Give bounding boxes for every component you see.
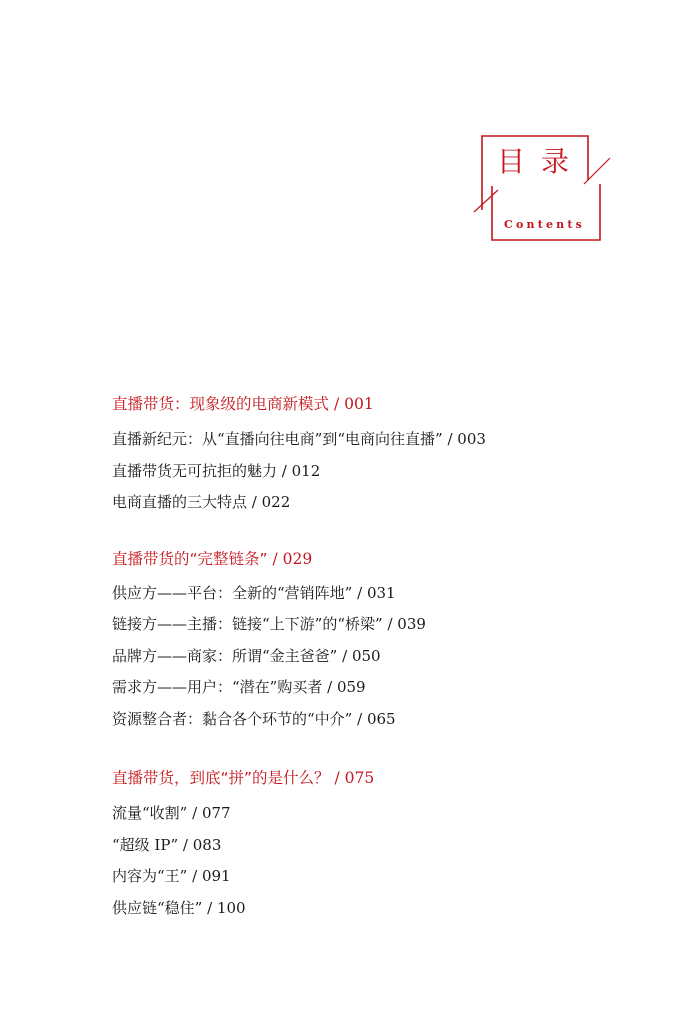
- entry-title: 链接方——主播：链接“上下游”的“桥梁”: [112, 615, 383, 633]
- toc-entry[interactable]: [112, 424, 652, 456]
- entry-title: 需求方——用户：“潜在”购买者: [112, 678, 323, 696]
- toc-entry[interactable]: [112, 893, 652, 925]
- entry-page-number: / 100: [207, 898, 246, 917]
- section-title-text: 直播带货，到底“拼”的是什么？: [112, 769, 330, 787]
- entry-title: 品牌方——商家：所谓“金主爸爸”: [112, 646, 338, 665]
- entry-page-number: / 050: [342, 646, 381, 665]
- section-page-number: / 029: [272, 549, 313, 568]
- contents-logo: [470, 128, 630, 248]
- toc-entry[interactable]: [112, 830, 652, 862]
- entry-title: 电商直播的三大特点: [112, 493, 248, 511]
- entry-title: 直播带货无可抗拒的魅力: [112, 461, 278, 480]
- toc-section: [112, 543, 652, 736]
- toc-entry[interactable]: [112, 641, 652, 673]
- toc-entry[interactable]: [112, 861, 652, 893]
- section-heading[interactable]: [112, 388, 652, 420]
- entry-title: “超级 IP”: [112, 835, 179, 854]
- section-heading[interactable]: [112, 762, 652, 794]
- entry-page-number: / 065: [357, 709, 396, 728]
- entry-page-number: / 091: [192, 867, 231, 885]
- toc-section: [112, 762, 652, 924]
- entry-page-number: / 077: [192, 804, 231, 822]
- entry-title: 供应方——平台：全新的“营销阵地”: [112, 583, 353, 602]
- toc-entry[interactable]: [112, 609, 652, 641]
- entry-page-number: / 039: [387, 615, 426, 633]
- entry-page-number: / 083: [182, 835, 222, 854]
- section-title-text: 直播带货：现象级的电商新模式: [112, 395, 330, 413]
- toc-section: [112, 388, 652, 519]
- section-heading[interactable]: [112, 543, 652, 575]
- toc-entry[interactable]: [112, 672, 652, 704]
- section-page-number: / 075: [334, 769, 375, 787]
- toc-entry[interactable]: [112, 704, 652, 736]
- entry-title: 直播新纪元：从“直播向往电商”到“电商向往直播”: [112, 430, 443, 448]
- entry-page-number: / 022: [251, 493, 291, 511]
- entry-page-number: / 031: [357, 583, 396, 602]
- contents-title: 目录: [497, 145, 586, 178]
- section-page-number: / 001: [333, 395, 374, 413]
- toc-entry[interactable]: [112, 798, 652, 830]
- contents-subtitle: Contents: [504, 218, 586, 231]
- toc-entry[interactable]: [112, 487, 652, 519]
- entry-page-number: / 003: [447, 430, 486, 448]
- entry-page-number: / 012: [281, 461, 321, 480]
- section-title-text: 直播带货的“完整链条”: [112, 549, 268, 568]
- table-of-contents: [112, 388, 652, 924]
- entry-title: 资源整合者：黏合各个环节的“中介”: [112, 709, 353, 728]
- entry-title: 内容为“王”: [112, 867, 188, 885]
- entry-title: 流量“收割”: [112, 804, 188, 822]
- entry-title: 供应链“稳住”: [112, 898, 203, 917]
- entry-page-number: / 059: [327, 678, 366, 696]
- toc-entry[interactable]: [112, 578, 652, 610]
- toc-entry[interactable]: [112, 456, 652, 488]
